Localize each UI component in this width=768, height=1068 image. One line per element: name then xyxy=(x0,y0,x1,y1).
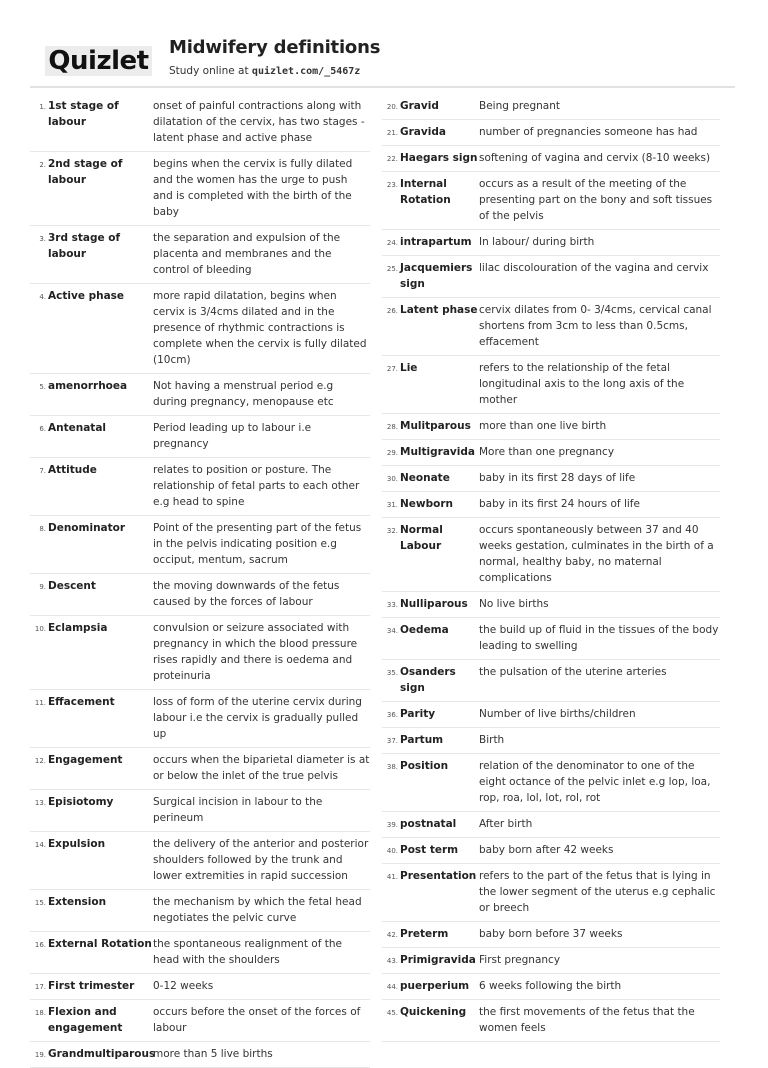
term-definition: loss of form of the uterine cervix during labour i.e the cervix is gradually pulled up xyxy=(153,696,362,740)
term-label: Jacquemiers sign xyxy=(400,262,473,290)
term-row xyxy=(382,592,720,618)
term-definition: Being pregnant xyxy=(479,100,560,112)
term-definition: begins when the cervix is fully dilated and the women has the urge to push and is completed with the birth of the baby xyxy=(153,158,353,218)
term-number: 37. xyxy=(386,737,398,745)
term-number: 1. xyxy=(39,103,46,111)
term-row xyxy=(30,1042,370,1068)
term-number: 25. xyxy=(386,265,398,273)
term-row xyxy=(382,618,720,660)
term-row xyxy=(382,702,720,728)
term-row xyxy=(30,890,370,932)
term-label: Preterm xyxy=(400,928,449,940)
term-number: 32. xyxy=(386,527,398,535)
term-number: 33. xyxy=(386,601,398,609)
term-definition: the mechanism by which the fetal head negotiates the pelvic curve xyxy=(153,896,362,924)
term-label: Latent phase xyxy=(400,304,478,316)
term-number: 40. xyxy=(386,847,398,855)
term-row xyxy=(30,932,370,974)
right-column xyxy=(382,94,720,1042)
term-row xyxy=(382,922,720,948)
subtitle-prefix: Study online at xyxy=(169,65,252,77)
term-row xyxy=(382,356,720,414)
term-label: Presentation xyxy=(400,870,477,882)
term-definition: number of pregnancies someone has had xyxy=(479,126,698,138)
term-number: 16. xyxy=(34,941,46,949)
term-definition: the build up of fluid in the tissues of the body leading to swelling xyxy=(479,624,719,652)
term-label: Osanders sign xyxy=(400,666,456,694)
term-definition: more than one live birth xyxy=(479,420,607,432)
term-row xyxy=(382,230,720,256)
term-number: 20. xyxy=(386,103,398,111)
term-definition: the first movements of the fetus that the women feels xyxy=(479,1006,695,1034)
term-number: 31. xyxy=(386,501,398,509)
term-row xyxy=(382,1000,720,1042)
term-label: Flexion and engagement xyxy=(48,1006,123,1034)
term-label: puerperium xyxy=(400,980,470,992)
term-number: 15. xyxy=(34,899,46,907)
term-number: 6. xyxy=(39,425,46,433)
term-number: 43. xyxy=(386,957,398,965)
term-number: 27. xyxy=(386,365,398,373)
term-label: Extension xyxy=(48,896,107,908)
term-definition: more than 5 live births xyxy=(153,1048,273,1060)
page-header xyxy=(0,0,768,90)
term-number: 22. xyxy=(386,155,398,163)
term-number: 44. xyxy=(386,983,398,991)
term-label: Gravid xyxy=(400,100,439,112)
term-definition: baby in its first 24 hours of life xyxy=(479,498,640,510)
term-row xyxy=(382,812,720,838)
page-title: Midwifery definitions xyxy=(169,37,381,58)
term-definition: Surgical incision in labour to the perineum xyxy=(153,796,323,824)
term-number: 14. xyxy=(34,841,46,849)
term-number: 13. xyxy=(34,799,46,807)
term-definition: lilac discolouration of the vagina and cervix xyxy=(479,262,709,274)
term-label: 1st stage of labour xyxy=(48,100,119,128)
term-label: Normal Labour xyxy=(400,524,443,552)
term-row xyxy=(382,120,720,146)
term-number: 38. xyxy=(386,763,398,771)
left-column xyxy=(30,94,370,1068)
term-definition: occurs as a result of the meeting of the presenting part on the bony and soft tissues of the pelvis xyxy=(479,178,713,222)
term-number: 3. xyxy=(39,235,46,243)
term-label: Lie xyxy=(400,362,418,374)
term-definition: the separation and expulsion of the placenta and membranes and the control of bleeding xyxy=(153,232,341,276)
term-definition: the delivery of the anterior and posterior shoulders followed by the trunk and lower extremities in rapid succession xyxy=(153,838,369,882)
term-label: Post term xyxy=(400,844,459,856)
term-row xyxy=(30,94,370,152)
term-label: Oedema xyxy=(400,624,449,636)
term-label: Quickening xyxy=(400,1006,467,1018)
term-label: Eclampsia xyxy=(48,622,108,634)
term-number: 24. xyxy=(386,239,398,247)
term-row xyxy=(30,226,370,284)
term-number: 19. xyxy=(34,1051,46,1059)
term-definition: baby in its first 28 days of life xyxy=(479,472,636,484)
term-definition: occurs when the biparietal diameter is at or below the inlet of the true pelvis xyxy=(153,754,370,782)
term-number: 41. xyxy=(386,873,398,881)
term-row xyxy=(382,94,720,120)
term-row xyxy=(30,284,370,374)
term-label: Nulliparous xyxy=(400,598,468,610)
term-label: First trimester xyxy=(48,980,135,992)
term-row xyxy=(30,974,370,1000)
term-label: Primigravida xyxy=(400,954,476,966)
term-definition: In labour/ during birth xyxy=(479,236,595,248)
term-label: Parity xyxy=(400,708,436,720)
header-divider xyxy=(30,86,735,88)
term-label: Active phase xyxy=(48,290,125,302)
term-definition: After birth xyxy=(479,818,533,830)
term-label: Descent xyxy=(48,580,96,592)
term-row xyxy=(30,790,370,832)
term-label: Internal Rotation xyxy=(400,178,451,206)
term-row xyxy=(382,754,720,812)
term-definition: Period leading up to labour i.e pregnancy xyxy=(153,422,312,450)
term-row xyxy=(30,748,370,790)
term-number: 34. xyxy=(386,627,398,635)
term-row xyxy=(382,146,720,172)
term-row xyxy=(30,690,370,748)
term-number: 21. xyxy=(386,129,398,137)
term-definition: the spontaneous realignment of the head with the shoulders xyxy=(153,938,342,966)
term-number: 17. xyxy=(34,983,46,991)
term-label: Engagement xyxy=(48,754,123,766)
term-definition: refers to the relationship of the fetal longitudinal axis to the long axis of the mother xyxy=(479,362,685,406)
term-row xyxy=(382,256,720,298)
term-number: 7. xyxy=(39,467,46,475)
term-definition: First pregnancy xyxy=(479,954,561,966)
term-label: Antenatal xyxy=(48,422,107,434)
term-number: 23. xyxy=(386,181,398,189)
term-label: Neonate xyxy=(400,472,450,484)
term-row xyxy=(382,466,720,492)
term-definition: onset of painful contractions along with dilatation of the cervix, has two stages - latent phase and active phase xyxy=(153,100,365,144)
term-number: 30. xyxy=(386,475,398,483)
term-definition: more rapid dilatation, begins when cervix is 3/4cms dilated and in the presence of rhythmic contractions is complete when the cervix is fully dilated (10cm) xyxy=(153,290,367,366)
term-definition: refers to the part of the fetus that is lying in the lower segment of the uterus e.g cephalic or breech xyxy=(479,870,716,914)
term-number: 39. xyxy=(386,821,398,829)
study-url-link[interactable]: quizlet.com/_5467z xyxy=(251,66,361,77)
term-row xyxy=(382,518,720,592)
term-row xyxy=(382,838,720,864)
term-label: Position xyxy=(400,760,449,772)
term-number: 2. xyxy=(39,161,46,169)
term-label: Effacement xyxy=(48,696,115,708)
term-number: 28. xyxy=(386,423,398,431)
term-number: 42. xyxy=(386,931,398,939)
quizlet-logo[interactable]: Quizlet xyxy=(45,46,152,76)
term-label: Attitude xyxy=(48,464,97,476)
term-definition: 0-12 weeks xyxy=(153,980,214,992)
term-number: 9. xyxy=(39,583,46,591)
term-label: amenorrhoea xyxy=(48,380,128,392)
term-definition: relation of the denominator to one of the eight octance of the pelvic inlet e.g lop, loa, rop, roa, lol, lot, rol, rot xyxy=(479,760,711,804)
term-label: Mulitparous xyxy=(400,420,471,432)
term-definition: Birth xyxy=(479,734,505,746)
term-label: Partum xyxy=(400,734,444,746)
term-row xyxy=(30,152,370,226)
term-number: 5. xyxy=(39,383,46,391)
term-definition: occurs spontaneously between 37 and 40 weeks gestation, culminates in the birth of a normal, healthy baby, no maternal complications xyxy=(479,524,714,584)
term-label: 3rd stage of labour xyxy=(48,232,121,260)
term-label: Gravida xyxy=(400,126,446,138)
term-row xyxy=(382,172,720,230)
term-number: 4. xyxy=(39,293,46,301)
term-row xyxy=(30,516,370,574)
term-label: postnatal xyxy=(400,818,457,830)
term-label: Haegars sign xyxy=(400,152,478,164)
term-number: 18. xyxy=(34,1009,46,1017)
term-number: 26. xyxy=(386,307,398,315)
term-label: Episiotomy xyxy=(48,796,114,808)
term-number: 12. xyxy=(34,757,46,765)
term-row xyxy=(30,616,370,690)
term-row xyxy=(382,660,720,702)
term-definition: relates to position or posture. The relationship of fetal parts to each other e.g head to spine xyxy=(153,464,360,508)
term-row xyxy=(382,414,720,440)
term-number: 45. xyxy=(386,1009,398,1017)
term-definition: 6 weeks following the birth xyxy=(479,980,622,992)
term-row xyxy=(382,974,720,1000)
term-label: Expulsion xyxy=(48,838,106,850)
term-definition: More than one pregnancy xyxy=(479,446,615,458)
term-label: Grandmultiparous xyxy=(48,1048,156,1060)
term-label: 2nd stage of labour xyxy=(48,158,123,186)
term-number: 11. xyxy=(34,699,46,707)
term-label: intrapartum xyxy=(400,236,472,248)
term-definition: baby born after 42 weeks xyxy=(479,844,614,856)
term-label: Newborn xyxy=(400,498,453,510)
term-label: External Rotation xyxy=(48,938,152,950)
term-row xyxy=(30,1000,370,1042)
study-online-line xyxy=(169,65,360,77)
term-label: Denominator xyxy=(48,522,126,534)
term-number: 10. xyxy=(34,625,46,633)
term-definition: softening of vagina and cervix (8-10 weeks) xyxy=(479,152,711,164)
term-definition: the pulsation of the uterine arteries xyxy=(479,666,667,678)
term-number: 29. xyxy=(386,449,398,457)
term-definition: occurs before the onset of the forces of labour xyxy=(153,1006,361,1034)
term-row xyxy=(382,728,720,754)
term-definition: Not having a menstrual period e.g during pregnancy, menopause etc xyxy=(153,380,334,408)
term-definition: the moving downwards of the fetus caused by the forces of labour xyxy=(153,580,340,608)
term-row xyxy=(382,864,720,922)
term-row xyxy=(30,832,370,890)
term-row xyxy=(382,492,720,518)
term-row xyxy=(30,458,370,516)
term-row xyxy=(30,416,370,458)
term-row xyxy=(30,374,370,416)
term-definition: baby born before 37 weeks xyxy=(479,928,623,940)
term-row xyxy=(382,440,720,466)
term-number: 8. xyxy=(39,525,46,533)
term-label: Multigravida xyxy=(400,446,475,458)
term-number: 35. xyxy=(386,669,398,677)
term-definition: Number of live births/children xyxy=(479,708,636,720)
term-definition: Point of the presenting part of the fetus in the pelvis indicating position e.g occiput, mentum, sacrum xyxy=(153,522,362,566)
term-definition: No live births xyxy=(479,598,549,610)
term-definition: cervix dilates from 0- 3/4cms, cervical canal shortens from 3cm to less than 0.5cms, effacement xyxy=(479,304,712,348)
term-definition: convulsion or seizure associated with pregnancy in which the blood pressure rises rapidly and there is oedema and proteinuria xyxy=(153,622,358,682)
term-row xyxy=(30,574,370,616)
term-row xyxy=(382,948,720,974)
term-number: 36. xyxy=(386,711,398,719)
term-row xyxy=(382,298,720,356)
